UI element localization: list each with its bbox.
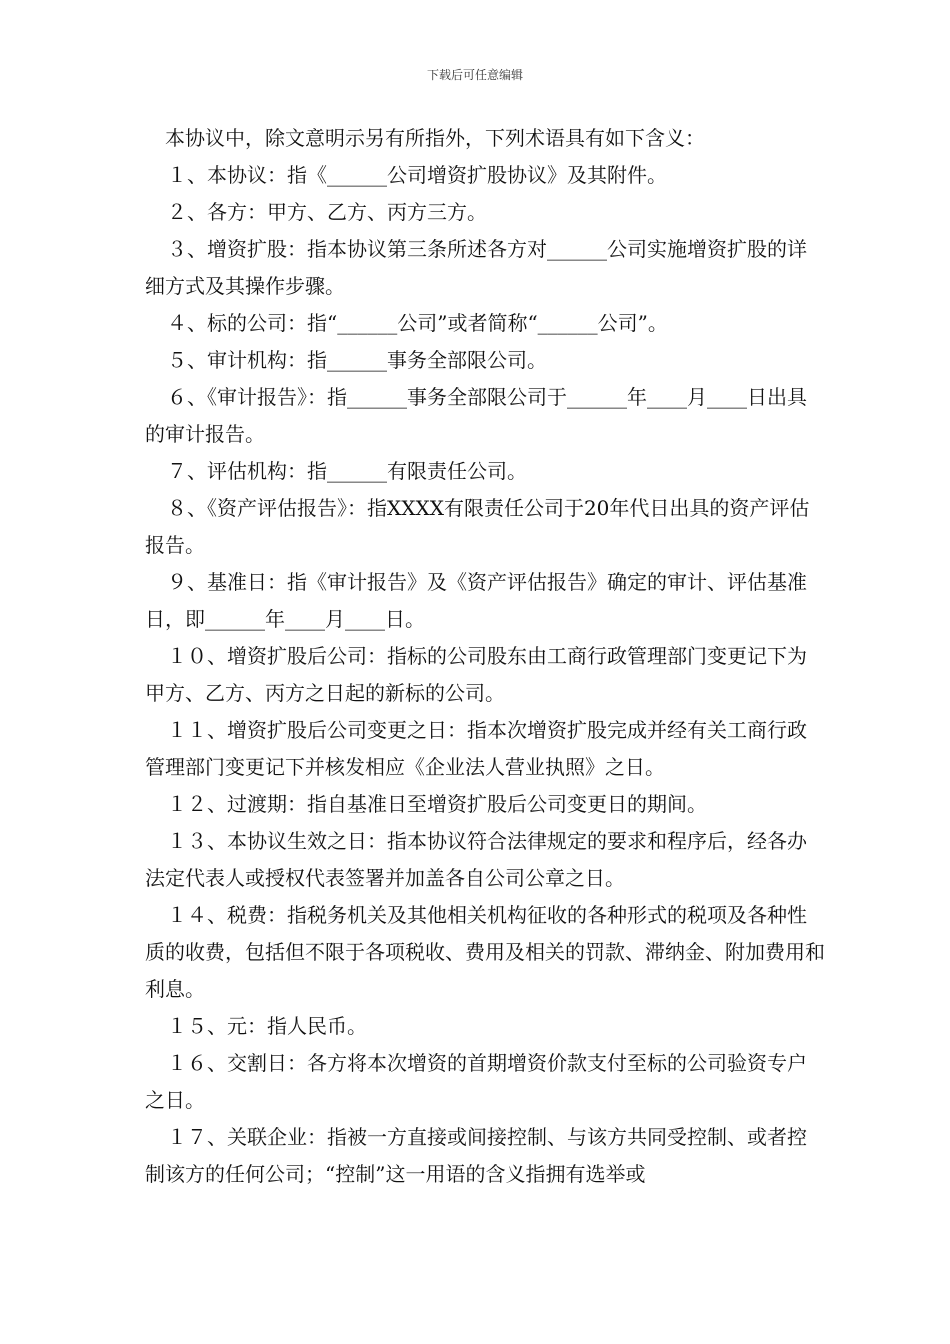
term-item-8: ８、《资产评估报告》：指XXXX有限责任公司于20年代日出具的资产评估报告。	[145, 496, 810, 557]
term-item-15: １５、元：指人民币。	[167, 1014, 367, 1038]
term-item-5: ５、审计机构：指______事务全部限公司。	[167, 348, 547, 372]
term-item-13: １３、本协议生效之日：指本协议符合法律规定的要求和程序后，经各办法定代表人或授权代表签署并加盖各自公司公章之日。	[145, 829, 807, 890]
term-item-7: ７、评估机构：指______有限责任公司。	[167, 459, 527, 483]
term-item-1: １、本协议：指《______公司增资扩股协议》及其附件。	[167, 163, 667, 187]
term-item-17: １７、关联企业：指被一方直接或间接控制、与该方共同受控制、或者控制该方的任何公司；“控制”这一用语的含义指拥有选举或	[145, 1125, 807, 1186]
term-item-2: ２、各方：甲方、乙方、丙方三方。	[167, 200, 487, 224]
term-item-6: ６、《审计报告》：指______事务全部限公司于______年____月____日出具的审计报告。	[145, 385, 807, 446]
page-header-note: 下载后可任意编辑	[426, 68, 523, 82]
term-item-9: ９、基准日：指《审计报告》及《资产评估报告》确定的审计、评估基准日，即______年____月____日。	[145, 570, 807, 631]
intro-paragraph: 本协议中，除文意明示另有所指外，下列术语具有如下含义：	[165, 126, 705, 150]
term-item-4: ４、标的公司：指“______公司”或者简称“______公司”。	[167, 311, 668, 335]
term-item-16: １６、交割日：各方将本次增资的首期增资价款支付至标的公司验资专户之日。	[145, 1051, 807, 1112]
document-body	[145, 120, 825, 1193]
term-item-10: １０、增资扩股后公司：指标的公司股东由工商行政管理部门变更记下为甲方、乙方、丙方之日起的新标的公司。	[145, 644, 807, 705]
term-item-3: ３、增资扩股：指本协议第三条所述各方对______公司实施增资扩股的详细方式及其操作步骤。	[145, 237, 807, 298]
term-item-11: １１、增资扩股后公司变更之日：指本次增资扩股完成并经有关工商行政管理部门变更记下并核发相应《企业法人营业执照》之日。	[145, 718, 807, 779]
term-item-12: １２、过渡期：指自基准日至增资扩股后公司变更日的期间。	[167, 792, 707, 816]
term-item-14: １４、税费：指税务机关及其他相关机构征收的各种形式的税项及各种性质的收费，包括但不限于各项税收、费用及相关的罚款、滞纳金、附加费用和利息。	[145, 903, 825, 1001]
